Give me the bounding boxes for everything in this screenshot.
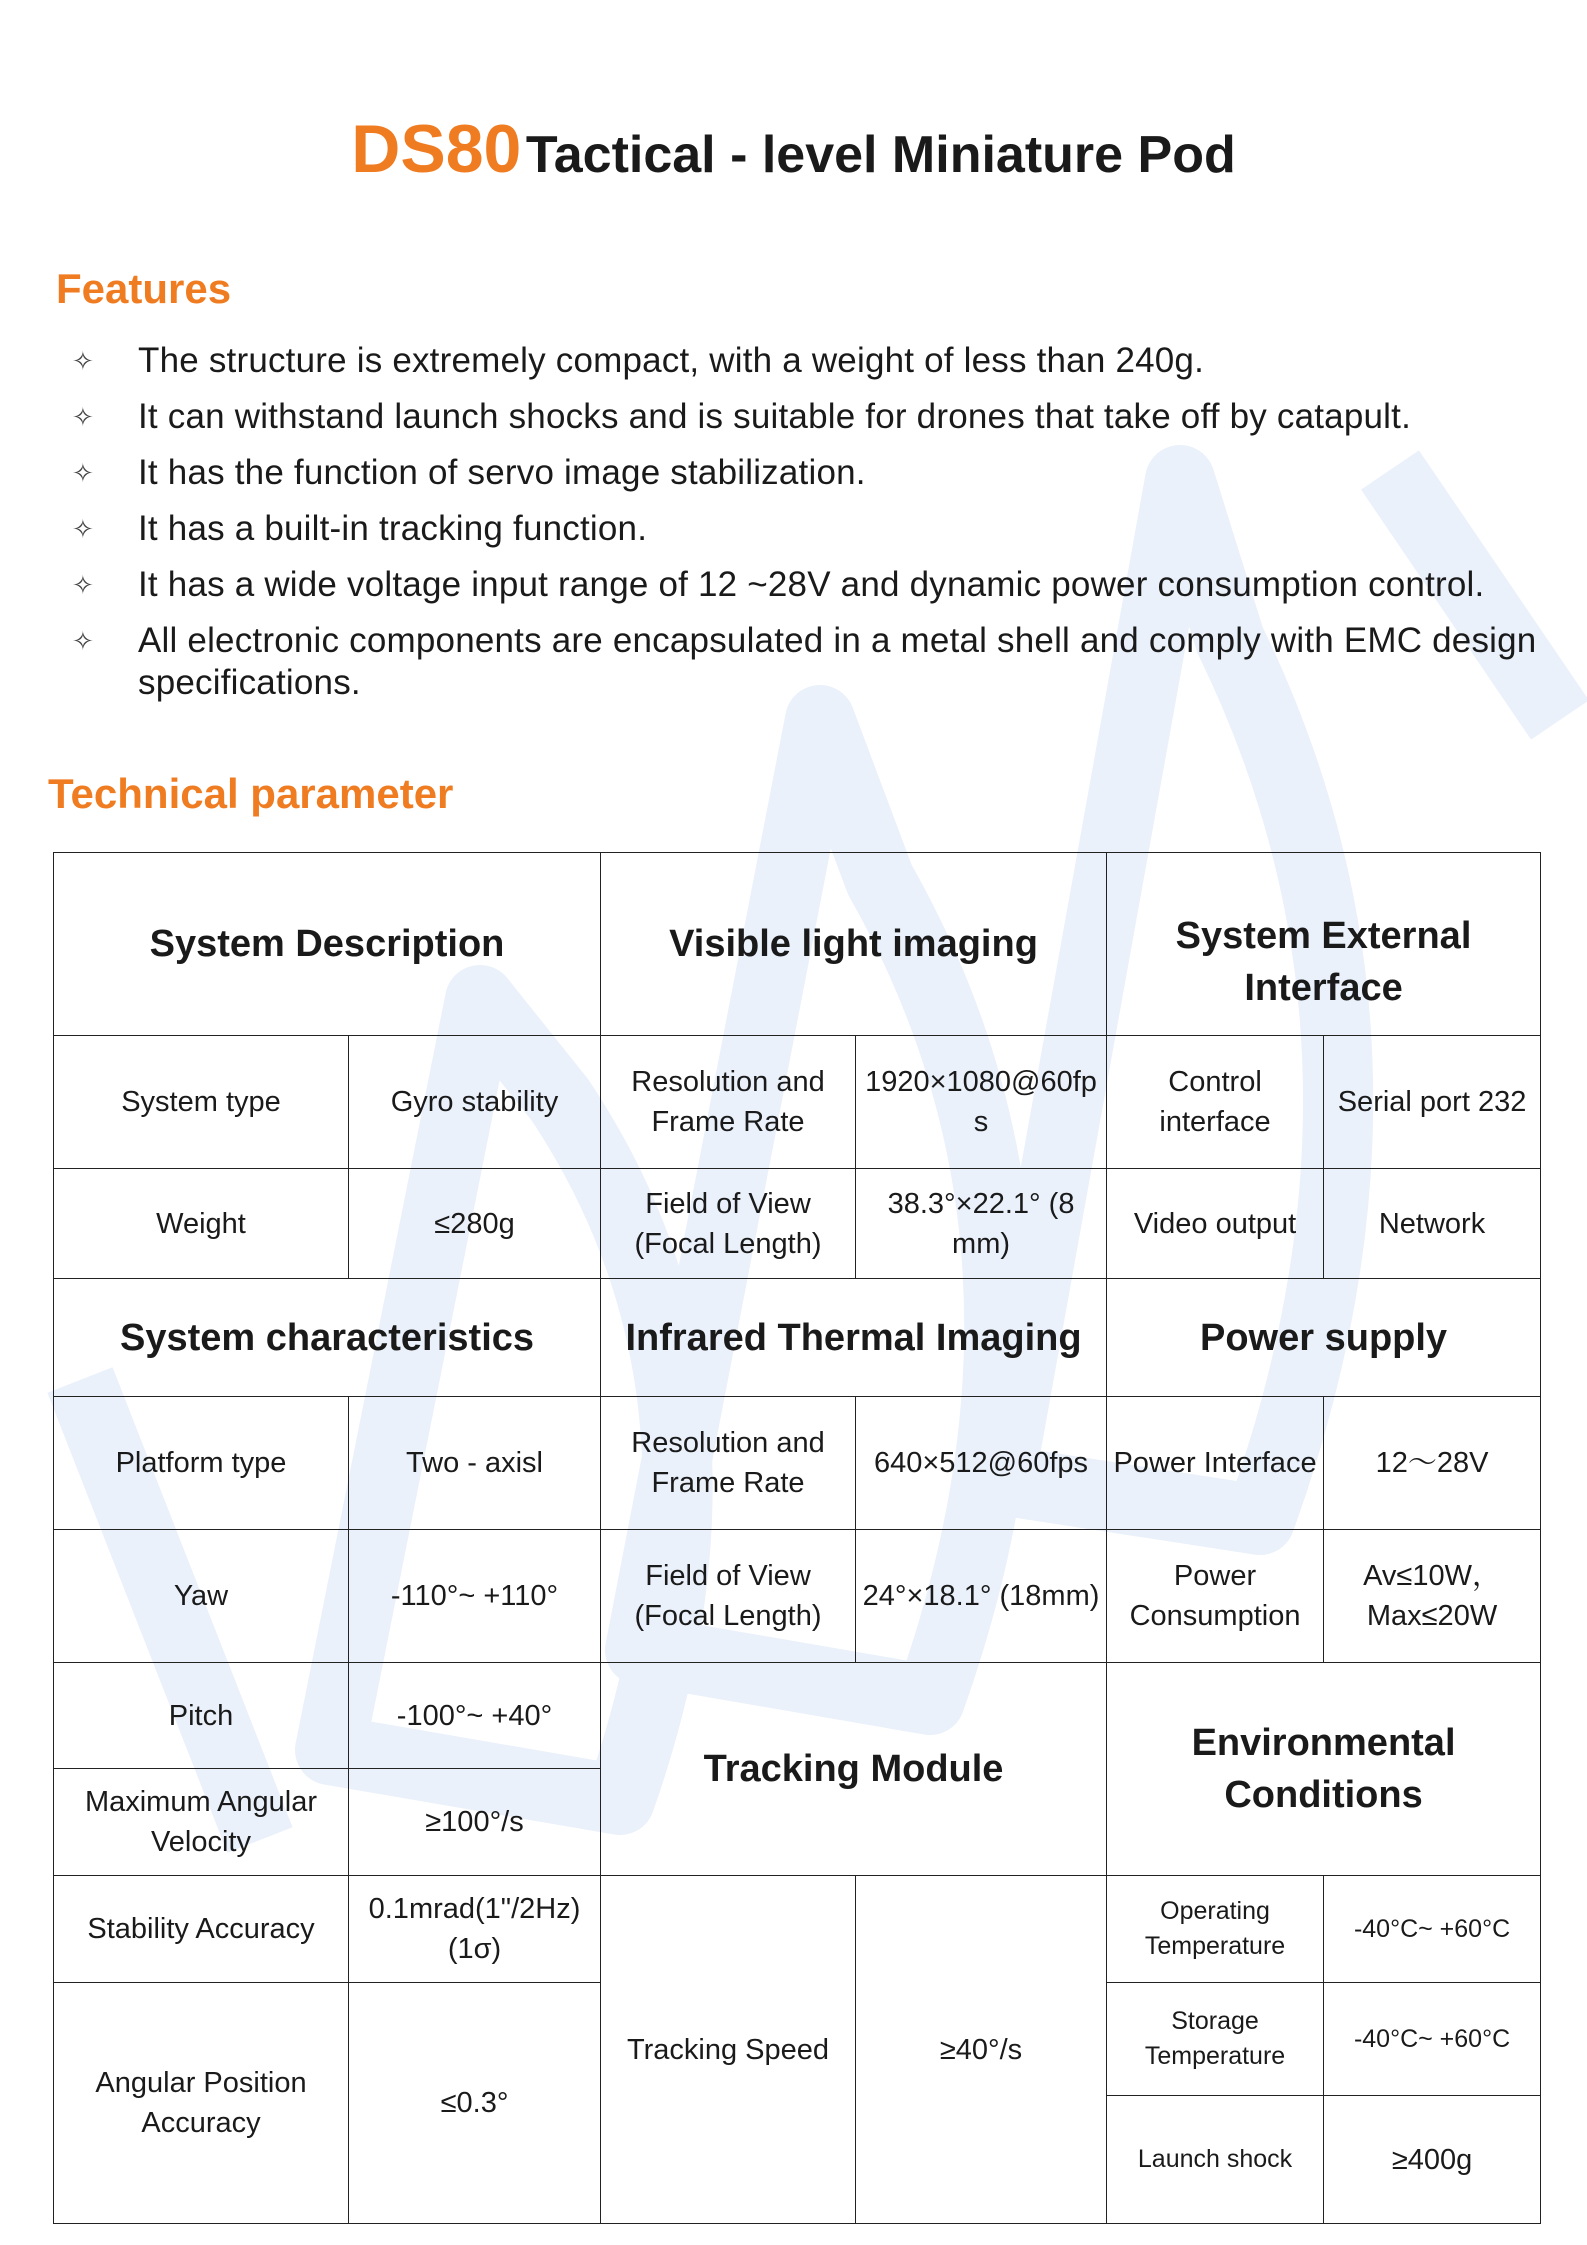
- system-type-value: Gyro stability: [349, 1036, 601, 1169]
- vis-fov-label: Field of View (Focal Length): [601, 1169, 856, 1279]
- control-interface-label: Control interface: [1107, 1036, 1324, 1169]
- power-consumption-value: Av≤10W，Max≤20W: [1324, 1530, 1541, 1663]
- launch-shock-value: ≥400g: [1324, 2096, 1541, 2224]
- ir-fov-label: Field of View (Focal Length): [601, 1530, 856, 1663]
- four-point-star-icon: ✧: [72, 346, 94, 376]
- vis-resolution-value: 1920×1080@60fps: [856, 1036, 1107, 1169]
- power-interface-value: 12～28V: [1324, 1397, 1541, 1530]
- header-environmental-conditions: Environmental Conditions: [1107, 1663, 1541, 1876]
- video-output-label: Video output: [1107, 1169, 1324, 1279]
- max-angular-velocity-label: Maximum Angular Velocity: [54, 1769, 349, 1876]
- ir-resolution-value: 640×512@60fps: [856, 1397, 1107, 1530]
- storage-temperature-label: Storage Temperature: [1107, 1983, 1324, 2096]
- yaw-label: Yaw: [54, 1530, 349, 1663]
- features-heading: Features: [56, 265, 232, 312]
- operating-temperature-value: -40°C~ +60°C: [1324, 1876, 1541, 1983]
- title-product-name: Tactical - level Miniature Pod: [525, 126, 1236, 184]
- four-point-star-icon: ✧: [72, 402, 94, 432]
- ir-resolution-label: Resolution and Frame Rate: [601, 1397, 856, 1530]
- storage-temperature-value: -40°C~ +60°C: [1324, 1983, 1541, 2096]
- features-list: [72, 340, 1572, 718]
- stability-accuracy-label: Stability Accuracy: [54, 1876, 349, 1983]
- four-point-star-icon: ✧: [72, 626, 94, 656]
- angular-position-accuracy-label: Angular Position Accuracy: [54, 1983, 349, 2224]
- platform-type-value: Two - axisl: [349, 1397, 601, 1530]
- header-system-description: System Description: [54, 853, 601, 1036]
- weight-label: Weight: [54, 1169, 349, 1279]
- pitch-value: -100°~ +40°: [349, 1663, 601, 1769]
- platform-type-label: Platform type: [54, 1397, 349, 1530]
- feature-item: ✧ All electronic components are encapsulated in a metal shell and comply with EMC design specifications.: [72, 621, 1537, 702]
- four-point-star-icon: ✧: [72, 570, 94, 600]
- title-model: DS80: [351, 111, 522, 187]
- launch-shock-label: Launch shock: [1107, 2096, 1324, 2224]
- technical-parameter-heading: Technical parameter: [48, 770, 454, 817]
- header-tracking-module: Tracking Module: [601, 1663, 1107, 1876]
- pitch-label: Pitch: [54, 1663, 349, 1769]
- weight-value: ≤280g: [349, 1169, 601, 1279]
- header-system-external-interface: System External Interface: [1107, 853, 1541, 1036]
- header-infrared-thermal-imaging: Infrared Thermal Imaging: [601, 1279, 1107, 1397]
- power-interface-label: Power Interface: [1107, 1397, 1324, 1530]
- feature-item: ✧ The structure is extremely compact, with a weight of less than 240g.: [72, 341, 1205, 380]
- header-power-supply: Power supply: [1107, 1279, 1541, 1397]
- ir-fov-value: 24°×18.1° (18mm): [856, 1530, 1107, 1663]
- vis-resolution-label: Resolution and Frame Rate: [601, 1036, 856, 1169]
- technical-parameter-table: [53, 852, 1541, 2224]
- header-visible-light-imaging: Visible light imaging: [601, 853, 1107, 1036]
- power-consumption-label: Power Consumption: [1107, 1530, 1324, 1663]
- tracking-speed-value: ≥40°/s: [856, 1876, 1107, 2224]
- header-system-characteristics: System characteristics: [54, 1279, 601, 1397]
- document-title: [0, 110, 1587, 188]
- four-point-star-icon: ✧: [72, 458, 94, 488]
- angular-position-accuracy-value: ≤0.3°: [349, 1983, 601, 2224]
- feature-item: ✧ It can withstand launch shocks and is suitable for drones that take off by catapult.: [72, 397, 1412, 436]
- max-angular-velocity-value: ≥100°/s: [349, 1769, 601, 1876]
- feature-item: ✧ It has a wide voltage input range of 12 ~28V and dynamic power consumption control.: [72, 565, 1485, 604]
- video-output-value: Network: [1324, 1169, 1541, 1279]
- operating-temperature-label: Operating Temperature: [1107, 1876, 1324, 1983]
- four-point-star-icon: ✧: [72, 514, 94, 544]
- yaw-value: -110°~ +110°: [349, 1530, 601, 1663]
- stability-accuracy-value: 0.1mrad(1"/2Hz) (1σ): [349, 1876, 601, 1983]
- system-type-label: System type: [54, 1036, 349, 1169]
- control-interface-value: Serial port 232: [1324, 1036, 1541, 1169]
- feature-item: ✧ It has the function of servo image stabilization.: [72, 453, 866, 492]
- tracking-speed-label: Tracking Speed: [601, 1876, 856, 2224]
- vis-fov-value: 38.3°×22.1° (8 mm): [856, 1169, 1107, 1279]
- feature-item: ✧ It has a built-in tracking function.: [72, 509, 648, 548]
